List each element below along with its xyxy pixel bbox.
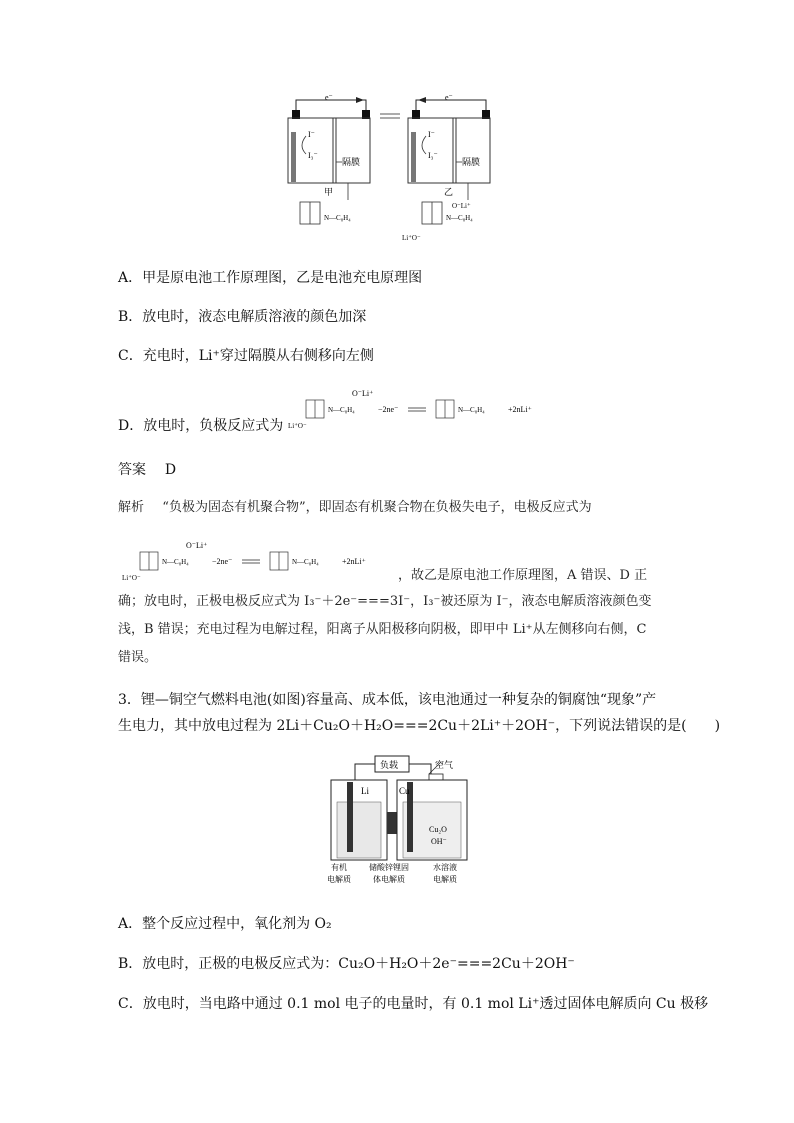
organic-label-2: 电解质 [327,875,351,884]
eq-a-lio2: Li⁺O⁻ [122,574,141,582]
solid-label-2: 体电解质 [373,875,405,884]
label-jia: 甲 [324,187,334,197]
membrane-label-right: 隔膜 [462,157,481,167]
analysis-text-3: 确；放电时，正极电极反应式为 I₃⁻＋2e⁻===3I⁻，I₃⁻被还原为 I⁻，液态电解质溶液颜色变 [118,594,652,609]
aqueous-label-1: 水溶液 [433,863,457,872]
option-d-equation [286,386,546,432]
answer-line [118,460,176,480]
cu2o-label: Cu₂O [429,825,447,834]
analysis-text-5: 错误。 [118,650,158,665]
eq-a-minus: −2ne⁻ [212,557,233,566]
triiodide-left: I₃⁻ [308,151,318,160]
analysis-equation [120,538,380,584]
eq-d-c8h4: N—C₈H₄ [328,406,355,414]
answer-value: D [164,462,177,478]
option-d [118,416,283,436]
eq-a-lio: O⁻Li⁺ [186,541,208,550]
question3-line-2: 生电力，其中放电过程为 2Li＋Cu₂O＋H₂O===2Cu＋2Li⁺＋2OH⁻，下列说法错误的是( ) [118,718,721,734]
electron-label-left: e⁻ [325,93,333,102]
question3-line-1: 3．锂—铜空气燃料电池(如图)容量高、成本低，该电池通过一种复杂的铜腐蚀“现象”产 [118,692,657,708]
analysis-text-4: 浅，B 错误；充电过程为电解过程，阳离子从阳极移向阴极，即甲中 Li⁺从左侧移向右侧，C [118,622,647,637]
eq-a-plus: +2nLi⁺ [342,557,366,566]
battery-diagram [280,90,520,245]
eq-d-plus: +2nLi⁺ [508,405,532,414]
q3-option-a: A．整个反应过程中，氧化剂为 O₂ [118,916,332,932]
triiodide-right: I₃⁻ [428,151,438,160]
aqueous-label-2: 电解质 [433,875,457,884]
option-c: C．充电时，Li⁺穿过隔膜从右侧移向左侧 [118,348,374,364]
eq-d-lio: O⁻Li⁺ [352,389,374,398]
organic-label-1: 有机 [331,863,347,872]
iodide-right: I⁻ [428,130,435,139]
option-a: A．甲是原电池工作原理图，乙是电池充电原理图 [118,270,423,286]
polymer-right: N—C₈H₄ [446,214,473,222]
option-d-text: D．放电时，负极反应式为 [118,418,284,434]
oh-label: OH⁻ [431,837,447,846]
eq-d-c8h4-2: N—C₈H₄ [458,406,485,414]
li-cu-battery-diagram [325,752,475,892]
eq-a-c8h4-2: N—C₈H₄ [292,558,319,566]
q3-option-b: B．放电时，正极的电极反应式为：Cu₂O＋H₂O＋2e⁻===2Cu＋2OH⁻ [118,956,575,972]
battery-right [402,93,490,242]
analysis-line-1 [118,498,592,518]
eq-a-c8h4: N—C₈H₄ [162,558,189,566]
battery-left [288,93,370,224]
iodide-left: I⁻ [308,130,315,139]
answer-label: 答案 [118,462,146,478]
eq-d-minus: −2ne⁻ [378,405,399,414]
membrane-label-left: 隔膜 [342,157,361,167]
q3-option-c: C．放电时，当电路中通过 0.1 mol 电子的电量时，有 0.1 mol Li⁺透过固体电解质向 Cu 极移 [118,996,709,1012]
air-label: 空气 [435,760,454,770]
analysis-text-1: “负极为固态有机聚合物”，即固态有机聚合物在负极失电子，电极反应式为 [162,500,592,515]
cu-label: Cu [399,786,410,796]
polymer-right-li: O⁻Li⁺ [452,202,471,210]
electron-label-right: e⁻ [445,93,453,102]
load-label: 负载 [380,760,399,770]
polymer-right-li2: Li⁺O⁻ [402,234,421,242]
solid-label-1: 储酸锌锂固 [369,863,409,872]
option-b: B．放电时，液态电解质溶液的颜色加深 [118,309,367,325]
analysis-text-2: ，故乙是原电池工作原理图，A 错误、D 正 [398,568,648,583]
polymer-left: N—C₈H₄ [324,214,351,222]
eq-d-lio2: Li⁺O⁻ [288,422,307,430]
analysis-label: 解析 [118,500,145,515]
label-yi: 乙 [444,187,454,197]
li-label: Li [361,786,369,796]
